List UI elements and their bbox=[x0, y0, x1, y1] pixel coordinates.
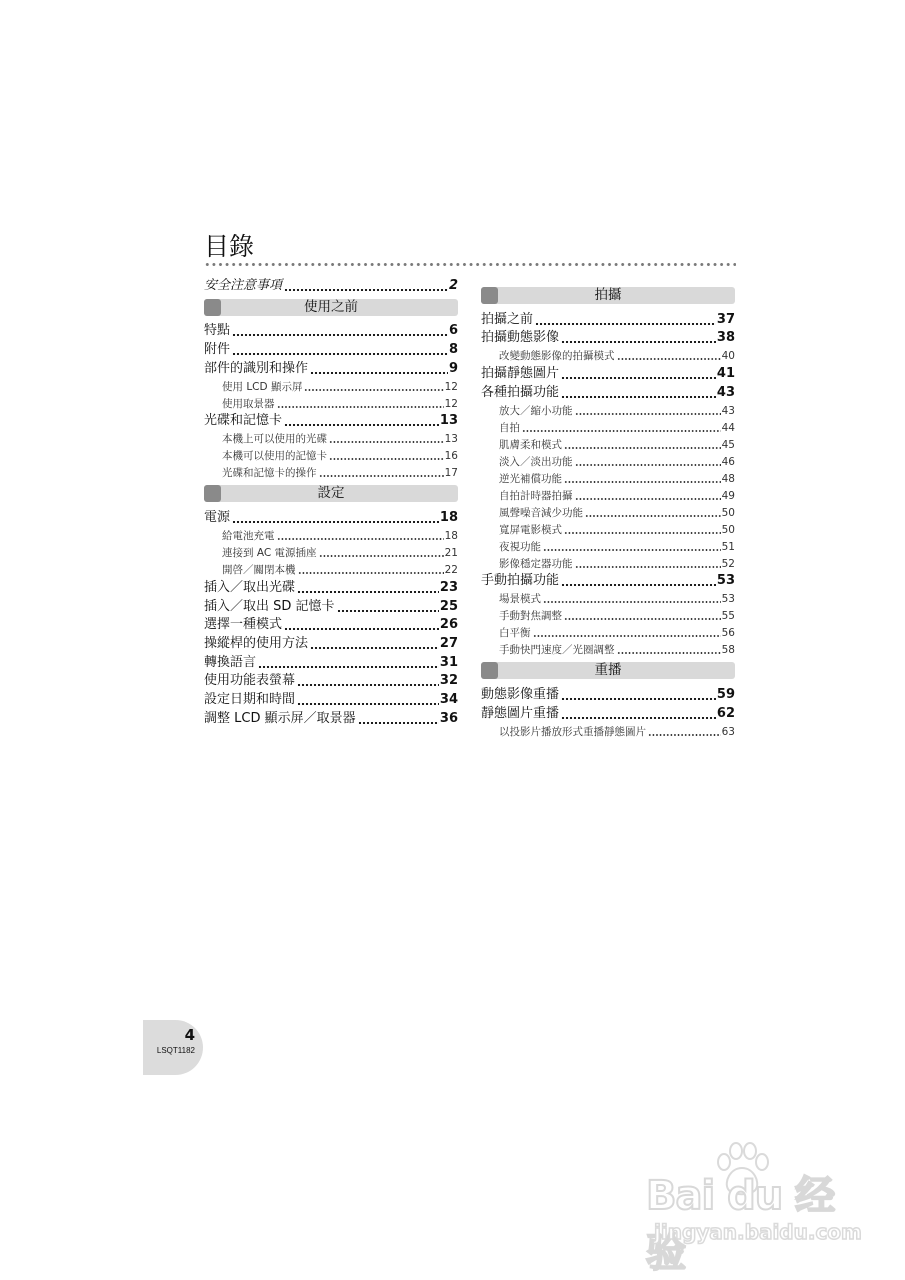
page-title: 目錄 bbox=[204, 232, 255, 261]
toc-subentry bbox=[481, 402, 735, 419]
toc-entry bbox=[204, 616, 458, 635]
toc-subentry bbox=[204, 430, 458, 447]
toc-entry-label: 動態影像重播 bbox=[481, 687, 560, 703]
toc-right-column bbox=[481, 283, 735, 740]
dot-leader bbox=[284, 424, 439, 426]
toc-entry-page: 22 bbox=[444, 564, 458, 577]
toc-entry-page: 26 bbox=[439, 617, 458, 633]
toc-subentry bbox=[481, 436, 735, 453]
toc-entry bbox=[204, 597, 458, 616]
dot-leader bbox=[358, 722, 439, 724]
dot-leader bbox=[310, 372, 448, 374]
toc-entry-page: 32 bbox=[439, 673, 458, 689]
toc-subentry bbox=[481, 453, 735, 470]
toc-subentry bbox=[204, 464, 458, 481]
dot-leader bbox=[561, 377, 716, 379]
toc-entry-page: 8 bbox=[448, 342, 458, 358]
toc-entry bbox=[204, 690, 458, 709]
dot-leader bbox=[535, 323, 716, 325]
toc-entry bbox=[204, 634, 458, 653]
dot-leader bbox=[561, 341, 716, 343]
toc-entry-page: 6 bbox=[448, 323, 458, 339]
toc-entry-label: 逆光補償功能 bbox=[499, 472, 562, 485]
dot-leader bbox=[564, 618, 721, 620]
dot-leader bbox=[277, 406, 444, 408]
toc-entry-page: 18 bbox=[439, 510, 458, 526]
toc-entry bbox=[481, 310, 735, 329]
toc-entry-label: 給電池充電 bbox=[222, 530, 275, 543]
title-dotted-rule bbox=[204, 263, 736, 266]
toc-entry-page: 21 bbox=[444, 547, 458, 560]
toc-entry-label: 風聲噪音減少功能 bbox=[499, 506, 583, 519]
toc-subentry bbox=[481, 641, 735, 658]
toc-entry-label: 光碟和記憶卡 bbox=[204, 413, 283, 429]
toc-entry-label: 自拍 bbox=[499, 421, 520, 434]
dot-leader bbox=[297, 591, 439, 593]
document-code: LSQT1182 bbox=[156, 1046, 195, 1055]
toc-entry-page: 43 bbox=[721, 404, 735, 417]
dot-leader bbox=[284, 289, 448, 291]
toc-subentry bbox=[481, 723, 735, 740]
dot-leader bbox=[329, 441, 444, 443]
section-square-icon bbox=[481, 287, 498, 304]
toc-entry-label: 附件 bbox=[204, 342, 231, 358]
dot-leader bbox=[522, 430, 721, 432]
toc-entry-label: 使用 LCD 顯示屏 bbox=[222, 380, 303, 393]
dot-leader bbox=[337, 610, 439, 612]
dot-leader bbox=[533, 635, 721, 637]
toc-subentry bbox=[481, 538, 735, 555]
toc-subentry bbox=[481, 521, 735, 538]
section-header bbox=[481, 662, 735, 679]
toc-entry-label: 各種拍攝功能 bbox=[481, 384, 560, 400]
toc-subentry bbox=[204, 527, 458, 544]
toc-entry-page: 23 bbox=[439, 579, 458, 595]
dot-leader bbox=[575, 566, 721, 568]
toc-entry-page: 58 bbox=[721, 644, 735, 657]
watermark-brand: Bai du 经验 bbox=[646, 1173, 835, 1276]
toc-entry-page: 50 bbox=[721, 523, 735, 536]
toc-entry bbox=[481, 704, 735, 723]
toc-entry bbox=[204, 578, 458, 597]
toc-entry-page: 18 bbox=[444, 530, 458, 543]
dot-leader bbox=[319, 475, 444, 477]
toc-entry-page: 41 bbox=[716, 366, 735, 382]
toc-entry bbox=[204, 340, 458, 359]
toc-entry-label: 使用取景器 bbox=[222, 397, 275, 410]
toc-entry-label: 調整 LCD 顯示屏／取景器 bbox=[204, 710, 356, 726]
section-title: 使用之前 bbox=[304, 298, 358, 315]
toc-entry-label: 淡入／淡出功能 bbox=[499, 455, 573, 468]
toc-entry-page: 40 bbox=[721, 350, 735, 363]
section-header bbox=[481, 287, 735, 304]
toc-subentry bbox=[204, 544, 458, 561]
toc-subentry bbox=[204, 395, 458, 412]
toc-entry-label: 寬屏電影模式 bbox=[499, 523, 562, 536]
section-title: 重播 bbox=[594, 662, 622, 679]
toc-entry-label: 本機可以使用的記憶卡 bbox=[222, 450, 327, 463]
toc-entry-label: 轉換語言 bbox=[204, 654, 257, 670]
toc-entry-label: 插入／取出光碟 bbox=[204, 579, 296, 595]
toc-entry-page: 46 bbox=[721, 455, 735, 468]
section-header bbox=[204, 299, 458, 316]
dot-leader bbox=[232, 353, 448, 355]
toc-entry bbox=[204, 359, 458, 378]
toc-entry bbox=[481, 364, 735, 383]
toc-entry-page: 31 bbox=[439, 654, 458, 670]
toc-entry bbox=[204, 709, 458, 728]
dot-leader bbox=[585, 515, 721, 517]
toc-entry-page: 62 bbox=[716, 705, 735, 721]
dot-leader bbox=[648, 734, 721, 736]
toc-entry-label: 本機上可以使用的光碟 bbox=[222, 433, 327, 446]
toc-subentry bbox=[204, 447, 458, 464]
toc-entry-page: 52 bbox=[721, 557, 735, 570]
toc-entry-label: 拍攝靜態圖片 bbox=[481, 366, 560, 382]
toc-subentry bbox=[204, 561, 458, 578]
toc-entry-label: 放大／縮小功能 bbox=[499, 404, 573, 417]
toc-entry-label: 手動拍攝功能 bbox=[481, 573, 560, 589]
toc-entry-page: 36 bbox=[439, 710, 458, 726]
toc-entry-page: 12 bbox=[444, 380, 458, 393]
dot-leader bbox=[298, 572, 444, 574]
dot-leader bbox=[575, 464, 721, 466]
page-number: 4 bbox=[184, 1026, 195, 1044]
toc-left-column bbox=[204, 276, 458, 728]
section-square-icon bbox=[204, 485, 221, 502]
toc-entry-label: 自拍計時器拍攝 bbox=[499, 489, 573, 502]
toc-entry bbox=[204, 322, 458, 341]
toc-entry-page: 53 bbox=[716, 573, 735, 589]
toc-entry-page: 38 bbox=[716, 330, 735, 346]
dot-leader bbox=[564, 447, 721, 449]
toc-subentry bbox=[481, 487, 735, 504]
toc-subentry bbox=[481, 590, 735, 607]
toc-entry-label: 肌膚柔和模式 bbox=[499, 438, 562, 451]
toc-entry-page: 63 bbox=[721, 725, 735, 738]
toc-entry-label: 影像穩定器功能 bbox=[499, 557, 573, 570]
dot-leader bbox=[617, 652, 721, 654]
section-square-icon bbox=[481, 662, 498, 679]
toc-entry-label: 場景模式 bbox=[499, 593, 541, 606]
toc-entry-label: 安全注意事項 bbox=[204, 277, 283, 293]
toc-entry-label: 改變動態影像的拍攝模式 bbox=[499, 350, 615, 363]
toc-entry-page: 25 bbox=[439, 598, 458, 614]
toc-entry-page: 56 bbox=[721, 627, 735, 640]
dot-leader bbox=[575, 413, 721, 415]
toc-subentry bbox=[481, 555, 735, 572]
section-title: 拍攝 bbox=[594, 287, 622, 303]
dot-leader bbox=[561, 584, 716, 586]
toc-entry-label: 部件的識別和操作 bbox=[204, 360, 309, 376]
toc-entry-page: 17 bbox=[444, 467, 458, 480]
dot-leader bbox=[304, 389, 443, 391]
toc-entry-label: 手動快門速度／光圈調整 bbox=[499, 644, 615, 657]
section-header bbox=[204, 485, 458, 502]
dot-leader bbox=[561, 698, 716, 700]
dot-leader bbox=[617, 358, 721, 360]
toc-entry bbox=[481, 685, 735, 704]
dot-leader bbox=[543, 601, 721, 603]
dot-leader bbox=[258, 666, 439, 668]
toc-entry-label: 開啓／關閉本機 bbox=[222, 564, 296, 577]
dot-leader bbox=[232, 334, 448, 336]
toc-subentry bbox=[481, 419, 735, 436]
toc-entry-label: 插入／取出 SD 記憶卡 bbox=[204, 598, 335, 614]
dot-leader bbox=[543, 549, 721, 551]
toc-entry bbox=[204, 653, 458, 672]
dot-leader bbox=[329, 458, 444, 460]
toc-entry-page: 12 bbox=[444, 397, 458, 410]
toc-entry-page: 45 bbox=[721, 438, 735, 451]
toc-entry-page: 44 bbox=[721, 421, 735, 434]
toc-entry-page: 50 bbox=[721, 506, 735, 519]
dot-leader bbox=[564, 481, 721, 483]
dot-leader bbox=[284, 628, 439, 630]
toc-entry bbox=[481, 572, 735, 591]
toc-entry-label: 電源 bbox=[204, 510, 231, 526]
toc-entry bbox=[481, 329, 735, 348]
toc-entry bbox=[204, 412, 458, 431]
toc-subentry bbox=[481, 504, 735, 521]
toc-entry bbox=[204, 508, 458, 527]
toc-entry-label: 操縱桿的使用方法 bbox=[204, 635, 309, 651]
toc-entry-label: 設定日期和時間 bbox=[204, 691, 296, 707]
watermark-url: jingyan.baidu.com bbox=[654, 1220, 862, 1244]
toc-entry-label: 以投影片播放形式重播靜態圖片 bbox=[499, 725, 646, 738]
toc-entry-label: 連接到 AC 電源插座 bbox=[222, 547, 317, 560]
dot-leader bbox=[561, 717, 716, 719]
toc-entry-page: 37 bbox=[716, 311, 735, 327]
toc-entry-label: 白平衡 bbox=[499, 627, 531, 640]
toc-entry bbox=[204, 276, 458, 295]
toc-subentry bbox=[481, 624, 735, 641]
toc-entry-label: 光碟和記憶卡的操作 bbox=[222, 467, 317, 480]
toc-entry-label: 靜態圖片重播 bbox=[481, 705, 560, 721]
dot-leader bbox=[297, 703, 439, 705]
dot-leader bbox=[297, 684, 439, 686]
toc-entry bbox=[204, 672, 458, 691]
toc-entry-page: 51 bbox=[721, 540, 735, 553]
toc-subentry bbox=[481, 470, 735, 487]
toc-entry-page: 27 bbox=[439, 635, 458, 651]
toc-entry-page: 34 bbox=[439, 691, 458, 707]
dot-leader bbox=[561, 396, 716, 398]
section-title: 設定 bbox=[317, 485, 345, 502]
toc-entry bbox=[481, 383, 735, 402]
toc-subentry bbox=[204, 378, 458, 395]
toc-entry-label: 拍攝動態影像 bbox=[481, 330, 560, 346]
toc-subentry bbox=[481, 347, 735, 364]
toc-entry-page: 2 bbox=[448, 277, 458, 293]
dot-leader bbox=[319, 555, 444, 557]
toc-entry-label: 夜視功能 bbox=[499, 540, 541, 553]
dot-leader bbox=[310, 647, 439, 649]
toc-entry-page: 13 bbox=[444, 433, 458, 446]
dot-leader bbox=[277, 538, 444, 540]
toc-subentry bbox=[481, 607, 735, 624]
baidu-watermark bbox=[640, 1140, 862, 1276]
toc-entry-page: 16 bbox=[444, 450, 458, 463]
toc-entry-label: 選擇一種模式 bbox=[204, 617, 283, 633]
toc-entry-page: 59 bbox=[716, 687, 735, 703]
toc-entry-page: 48 bbox=[721, 472, 735, 485]
toc-entry-label: 特點 bbox=[204, 323, 231, 339]
section-square-icon bbox=[204, 299, 221, 316]
toc-entry-page: 9 bbox=[448, 360, 458, 376]
page-number-tab bbox=[143, 1020, 203, 1075]
toc-entry-label: 手動對焦調整 bbox=[499, 610, 562, 623]
toc-entry-label: 拍攝之前 bbox=[481, 311, 534, 327]
toc-entry-label: 使用功能表螢幕 bbox=[204, 673, 296, 689]
toc-entry-page: 55 bbox=[721, 610, 735, 623]
toc-entry-page: 49 bbox=[721, 489, 735, 502]
dot-leader bbox=[232, 521, 439, 523]
toc-entry-page: 43 bbox=[716, 384, 735, 400]
toc-entry-page: 13 bbox=[439, 413, 458, 429]
dot-leader bbox=[564, 532, 721, 534]
dot-leader bbox=[575, 498, 721, 500]
toc-entry-page: 53 bbox=[721, 593, 735, 606]
